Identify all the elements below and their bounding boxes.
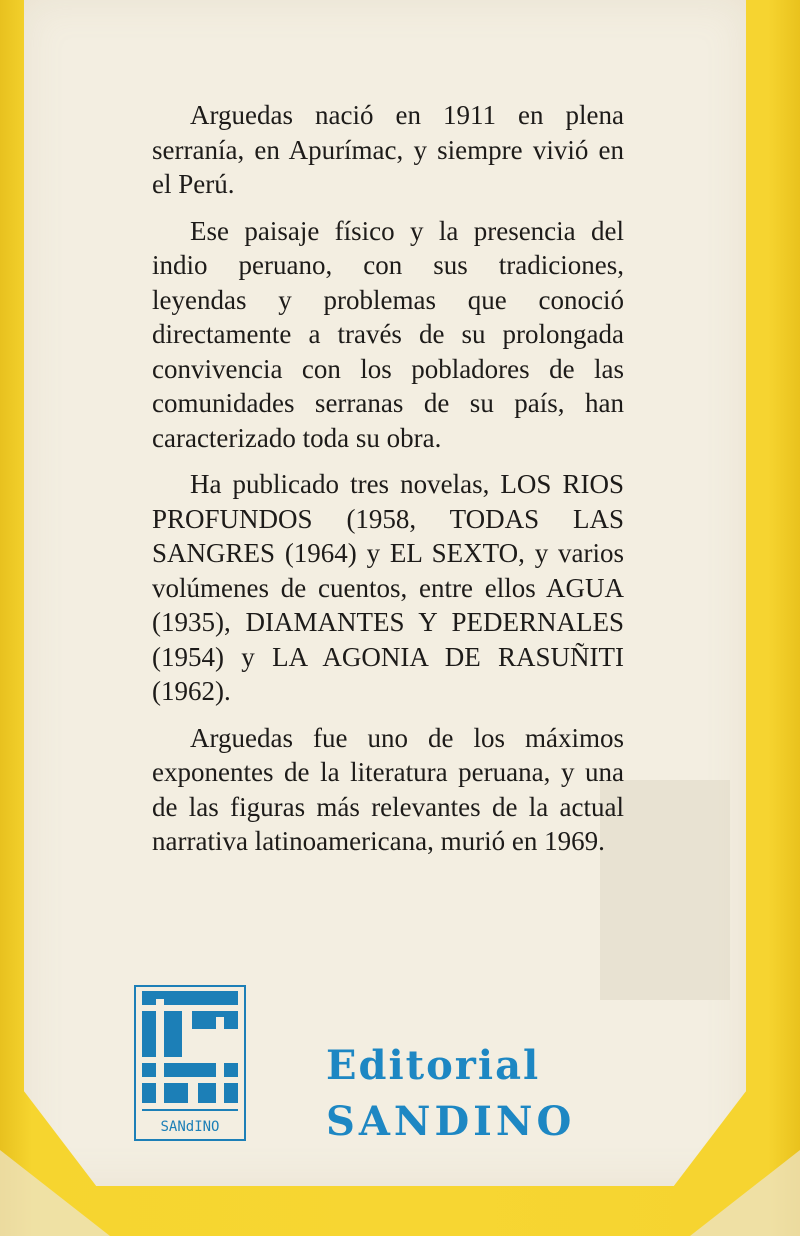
publisher-name-line1: Editorial (326, 1042, 541, 1089)
bio-paragraph-birth: Arguedas nació en 1911 en plena serranía, en Apurímac, y siempre vivió en el Perú. (152, 100, 624, 199)
logo-wordmark: SANdINO (160, 1119, 220, 1135)
publisher-name-line2: SANDINO (326, 1098, 576, 1145)
bio-paragraph-legacy: Arguedas fue uno de los máximos exponentes de la literatura peruana, y una de las figuras más relevantes de la actual narrativa latinoamericana, murió en 1969. (152, 722, 624, 856)
publisher-logo (134, 985, 246, 1141)
author-biography (152, 98, 624, 859)
bio-paragraph-landscape: Ese paisaje físico y la presencia del indio peruano, con sus tradiciones, leyendas y problemas que conoció directamente a través de su prolongada convivencia con los pobladores de las comunidades serranas de su país, han caracterizado toda su obra. (152, 215, 624, 453)
publisher-name (326, 1038, 626, 1150)
sandino-s-logo-icon (136, 987, 244, 1139)
bio-paragraph-works: Ha publicado tres novelas, LOS RIOS PROFUNDOS (1958, TODAS LAS SANGRES (1964) y EL SEXTO, y varios volúmenes de cuentos, entre ellos AGUA (1935), DIAMANTES Y PEDERNALES (1954) y LA AGONIA DE RASUÑITI (1962). (152, 469, 624, 706)
